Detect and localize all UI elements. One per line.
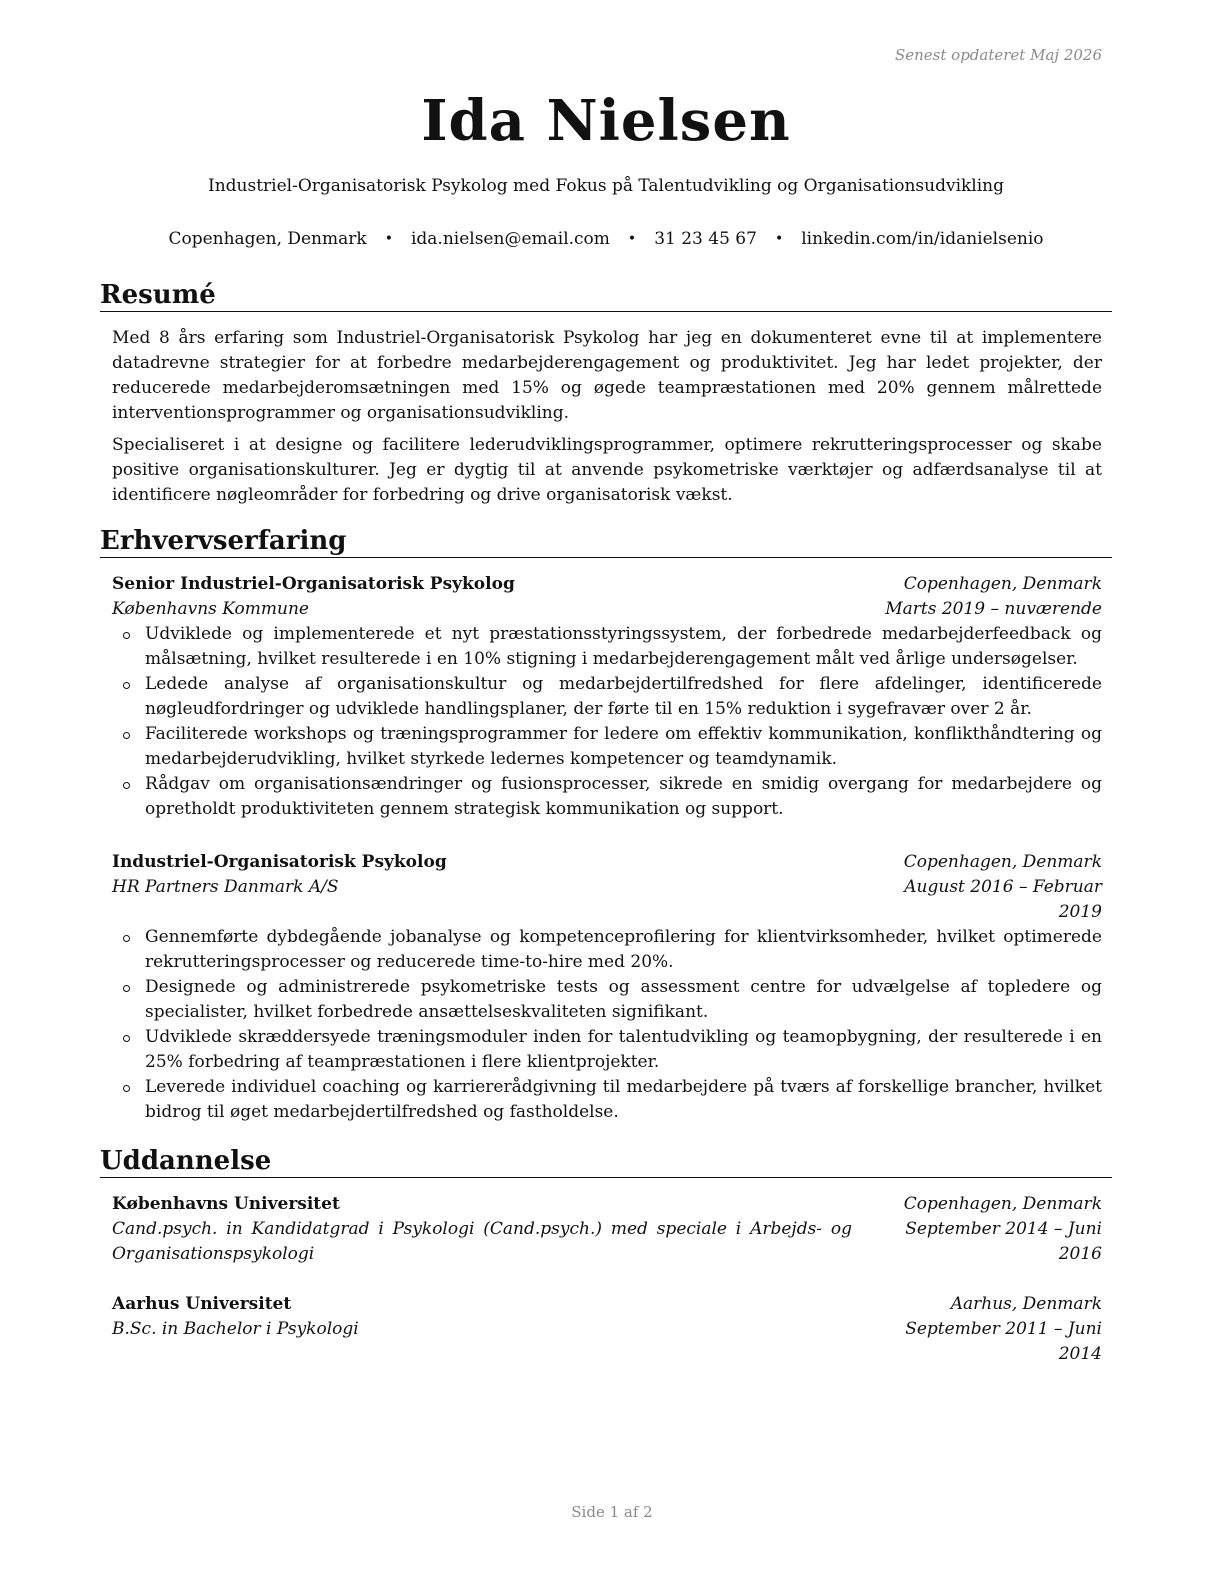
contact-linkedin-link[interactable]: linkedin.com/in/idanielsenio: [801, 229, 1044, 249]
contact-separator: •: [627, 231, 637, 247]
school-name: Københavns Universitet: [112, 1194, 340, 1214]
job-employer: HR Partners Danmark A/S: [112, 877, 339, 897]
last-updated: Senest opdateret Maj 2026: [894, 46, 1102, 64]
contact-line: [100, 229, 1112, 249]
candidate-headline: Industriel-Organisatorisk Psykolog med Fokus på Talentudvikling og Organisationsudvikling: [207, 176, 1005, 196]
job-bullets: [112, 925, 1102, 1125]
summary-paragraph: Med 8 års erfaring som Industriel-Organisatorisk Psykolog har jeg en dokumenteret evne til at implementere datadrevne strategier for at forbedre medarbejderengagement og produktivitet. Jeg har ledet projekter, der reducerede medarbejderomsætningen med 15% og øgede teampræstationen med 20% gennem målrettede interventionsprogrammer og organisationsudvikling.: [112, 328, 1102, 423]
page-number: Side 1 af 2: [571, 1503, 653, 1521]
job-location: Copenhagen, Denmark: [903, 852, 1102, 872]
job-bullet: Gennemførte dybdegående jobanalyse og kompetenceprofilering for klientvirksomheder, hvilket optimerede rekrutteringsprocesser og reducerede time-to-hire med 20%.: [145, 925, 1102, 975]
section-title-summary: Resumé: [100, 280, 1112, 312]
education-entry: [112, 1292, 1102, 1367]
job-bullet: Ledede analyse af organisationskultur og medarbejdertilfredshed for flere afdelinger, identificerede nøgleudfordringer og udviklede handlingsplaner, der førte til en 15% reduktion i sygefravær over 2 år.: [145, 672, 1102, 722]
job-bullet: Faciliterede workshops og træningsprogrammer for ledere om effektiv kommunikation, konflikthåndtering og medarbejderudvikling, hvilket styrkede ledernes kompetencer og teamdynamik.: [145, 722, 1102, 772]
job-bullet: Rådgav om organisationsændringer og fusionsprocesser, sikrede en smidig overgang for medarbejdere og opretholdt produktiviteten gennem strategisk kommunikation og support.: [145, 772, 1102, 822]
section-title-education: Uddannelse: [100, 1146, 1112, 1178]
degree-dates: September 2014 – Juni 2016: [905, 1219, 1102, 1264]
job-dates: August 2016 – Februar 2019: [904, 877, 1102, 922]
job-role: Industriel-Organisatorisk Psykolog: [112, 852, 447, 872]
contact-separator: •: [384, 231, 393, 247]
degree-title: B.Sc. in Bachelor i Psykologi: [112, 1319, 359, 1339]
school-location: Copenhagen, Denmark: [903, 1194, 1102, 1214]
education-entry: [112, 1192, 1102, 1267]
job-bullet: Udviklede skræddersyede træningsmoduler inden for talentudvikling og teamopbygning, der resulterede i en 25% forbedring af teampræstationen i flere klientprojekter.: [145, 1025, 1102, 1075]
job-bullet: Leverede individuel coaching og karriererådgivning til medarbejdere på tværs af forskellige brancher, hvilket bidrog til øget medarbejdertilfredshed og fastholdelse.: [145, 1075, 1102, 1125]
contact-phone[interactable]: 31 23 45 67: [654, 229, 757, 249]
degree-title: Cand.psych. in Kandidatgrad i Psykologi (Cand.psych.) med speciale i Arbejds- og Organisationspsykologi: [112, 1219, 852, 1264]
degree-dates: September 2011 – Juni 2014: [905, 1319, 1102, 1364]
school-name: Aarhus Universitet: [112, 1294, 292, 1314]
job-bullet: Designede og administrerede psykometriske tests og assessment centre for udvælgelse af topledere og specialister, hvilket forbedrede ansættelseskvaliteten signifikant.: [145, 975, 1102, 1025]
summary-text: [112, 326, 1102, 515]
candidate-name: Ida Nielsen: [421, 88, 791, 154]
contact-email-link[interactable]: ida.nielsen@email.com: [410, 229, 610, 249]
job-location: Copenhagen, Denmark: [903, 574, 1102, 594]
section-title-experience: Erhvervserfaring: [100, 526, 1112, 558]
job-entry: [112, 850, 1102, 1125]
job-bullets: [112, 622, 1102, 822]
job-bullet: Udviklede og implementerede et nyt præstationsstyringssystem, der forbedrede medarbejderfeedback og målsætning, hvilket resulterede i en 10% stigning i medarbejderengagement målt ved årlige undersøgelser.: [145, 622, 1102, 672]
summary-paragraph: Specialiseret i at designe og facilitere lederudviklingsprogrammer, optimere rekrutteringsprocesser og skabe positive organisationskulturer. Jeg er dygtig til at anvende psykometriske værktøjer og adfærdsanalyse til at identificere nøgleområder for forbedring og drive organisatorisk vækst.: [112, 435, 1102, 505]
resume-page: [100, 0, 1112, 1584]
job-entry: [112, 572, 1102, 822]
contact-location: Copenhagen, Denmark: [168, 229, 367, 249]
job-employer: Københavns Kommune: [112, 599, 309, 619]
contact-separator: •: [774, 231, 784, 247]
job-role: Senior Industriel-Organisatorisk Psykolog: [112, 574, 515, 594]
school-location: Aarhus, Denmark: [950, 1294, 1102, 1314]
job-dates: Marts 2019 – nuværende: [885, 599, 1102, 619]
